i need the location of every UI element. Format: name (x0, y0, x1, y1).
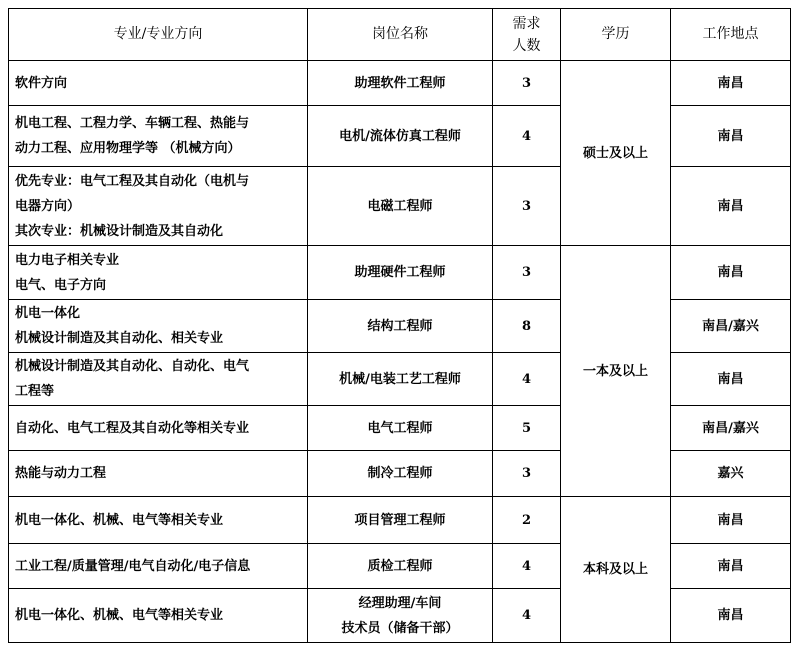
location-cell: 嘉兴 (671, 451, 791, 497)
major-cell: 软件方向 (9, 61, 308, 106)
table-row (9, 106, 791, 167)
recruitment-table (8, 8, 791, 643)
header-position: 岗位名称 (308, 9, 493, 61)
major-cell: 机电一体化 机械设计制造及其自动化、相关专业 (9, 300, 308, 353)
table-row (9, 353, 791, 406)
count-cell: 5 (493, 406, 561, 451)
count-cell: 3 (493, 61, 561, 106)
count-cell: 3 (493, 246, 561, 300)
position-cell: 结构工程师 (308, 300, 493, 353)
education-cell: 本科及以上 (561, 497, 671, 643)
count-cell: 8 (493, 300, 561, 353)
table-row (9, 544, 791, 589)
count-cell: 3 (493, 167, 561, 246)
table-row (9, 167, 791, 246)
table-row (9, 451, 791, 497)
header-major: 专业/专业方向 (9, 9, 308, 61)
major-cell: 热能与动力工程 (9, 451, 308, 497)
position-cell: 质检工程师 (308, 544, 493, 589)
table-row (9, 61, 791, 106)
count-cell: 2 (493, 497, 561, 544)
position-cell: 电气工程师 (308, 406, 493, 451)
table-row (9, 497, 791, 544)
position-cell: 助理软件工程师 (308, 61, 493, 106)
header-row (9, 9, 791, 61)
position-cell: 机械/电装工艺工程师 (308, 353, 493, 406)
position-cell: 经理助理/车间 技术员（储备干部） (308, 589, 493, 643)
education-cell: 硕士及以上 (561, 61, 671, 246)
location-cell: 南昌 (671, 353, 791, 406)
count-cell: 4 (493, 353, 561, 406)
major-cell: 电力电子相关专业 电气、电子方向 (9, 246, 308, 300)
count-cell: 4 (493, 544, 561, 589)
header-location: 工作地点 (671, 9, 791, 61)
table-row (9, 300, 791, 353)
count-cell: 4 (493, 589, 561, 643)
header-count: 需求 人数 (493, 9, 561, 61)
major-cell: 机电一体化、机械、电气等相关专业 (9, 497, 308, 544)
education-cell: 一本及以上 (561, 246, 671, 497)
table-row (9, 246, 791, 300)
major-cell: 机电工程、工程力学、车辆工程、热能与 动力工程、应用物理学等 （机械方向） (9, 106, 308, 167)
count-cell: 3 (493, 451, 561, 497)
position-cell: 电机/流体仿真工程师 (308, 106, 493, 167)
major-cell: 自动化、电气工程及其自动化等相关专业 (9, 406, 308, 451)
major-cell: 机械设计制造及其自动化、自动化、电气 工程等 (9, 353, 308, 406)
recruitment-table-container (8, 8, 791, 643)
location-cell: 南昌 (671, 544, 791, 589)
major-cell: 机电一体化、机械、电气等相关专业 (9, 589, 308, 643)
location-cell: 南昌/嘉兴 (671, 300, 791, 353)
major-cell: 优先专业：电气工程及其自动化（电机与 电器方向） 其次专业：机械设计制造及其自动化 (9, 167, 308, 246)
location-cell: 南昌 (671, 167, 791, 246)
location-cell: 南昌 (671, 61, 791, 106)
count-cell: 4 (493, 106, 561, 167)
location-cell: 南昌 (671, 589, 791, 643)
table-row (9, 406, 791, 451)
location-cell: 南昌 (671, 106, 791, 167)
position-cell: 项目管理工程师 (308, 497, 493, 544)
table-row (9, 589, 791, 643)
location-cell: 南昌/嘉兴 (671, 406, 791, 451)
position-cell: 制冷工程师 (308, 451, 493, 497)
location-cell: 南昌 (671, 497, 791, 544)
location-cell: 南昌 (671, 246, 791, 300)
position-cell: 电磁工程师 (308, 167, 493, 246)
header-education: 学历 (561, 9, 671, 61)
position-cell: 助理硬件工程师 (308, 246, 493, 300)
major-cell: 工业工程/质量管理/电气自动化/电子信息 (9, 544, 308, 589)
